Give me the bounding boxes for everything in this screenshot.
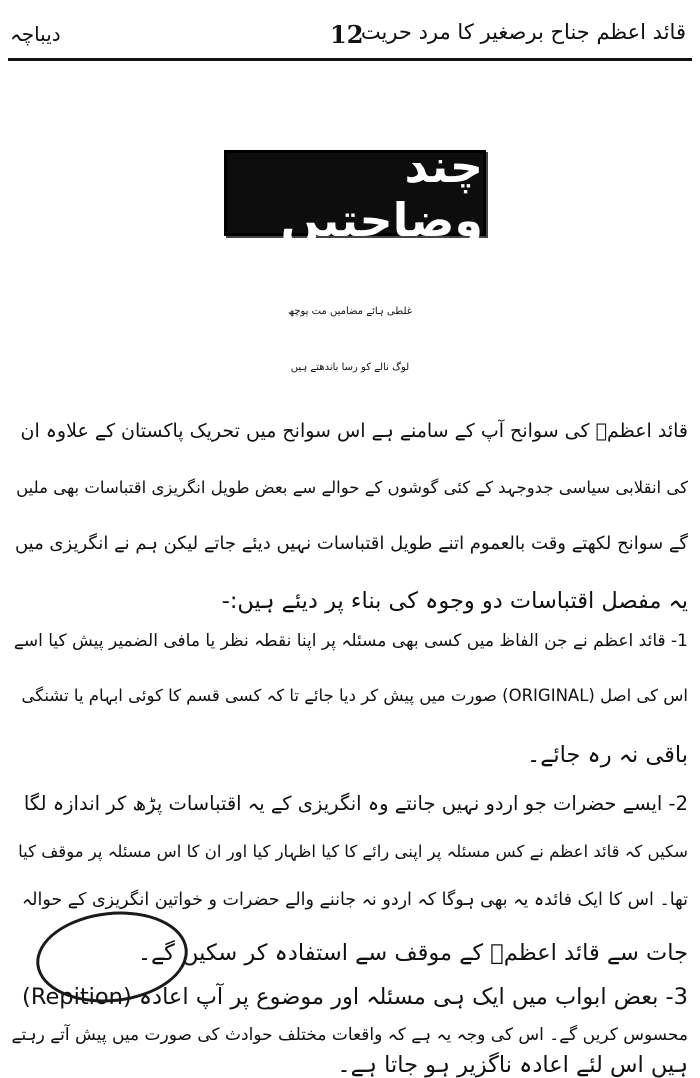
paragraph-line: جات سے قائد اعظمؒ کے موقف سے استفادہ کر سکیں گے۔ bbox=[137, 940, 688, 966]
header-section-title: دیباچہ bbox=[10, 22, 61, 46]
paragraph-line: اس کی اصل (ORIGINAL) صورت میں پیش کر دیا جائے تا کہ کسی قسم کا کوئی ابہام یا تشنگی bbox=[21, 686, 688, 705]
paragraph-line: سکیں کہ قائد اعظم نے کس مسئلہ پر اپنی رائے کا کیا اظہار کیا اور ان کا اس مسئلہ پر موقف کیا bbox=[18, 842, 688, 861]
page-header bbox=[0, 0, 700, 68]
paragraph-line: ہیں اس لئے اعادہ ناگزیر ہو جاتا ہے۔ bbox=[337, 1052, 688, 1078]
paragraph-line: کی انقلابی سیاسی جدوجہد کے کئی گوشوں کے حوالے سے بعض طویل انگریزی اقتباسات بھی ملیں bbox=[16, 478, 688, 497]
chapter-title: چند وضاحتیں bbox=[224, 150, 486, 236]
paragraph-line: تھا۔ اس کا ایک فائدہ یہ بھی ہوگا کہ اردو نہ جاننے والے حضرات و خواتین انگریزی کے حوالہ bbox=[21, 890, 688, 910]
paragraph-line: گے سوانح لکھتے وقت بالعموم اتنے طویل اقتباسات نہیں دیئے جاتے لیکن ہم نے انگریزی میں bbox=[14, 533, 688, 554]
paragraph-line: 3- بعض ابواب میں ایک ہی مسئلہ اور موضوع پر آپ اعادہ (Repition) bbox=[22, 984, 688, 1010]
paragraph-line: 2- ایسے حضرات جو اردو نہیں جانتے وہ انگریزی کے یہ اقتباسات پڑھ کر اندازہ لگا bbox=[23, 792, 688, 815]
page-number: 12 bbox=[330, 20, 364, 49]
header-book-title: قائد اعظم جناح برصغیر کا مرد حریت bbox=[360, 20, 686, 44]
paragraph-line: باقی نہ رہ جائے۔ bbox=[527, 742, 688, 768]
couplet-line-2: لوگ نالے کو رسا باندھتے ہیں bbox=[290, 362, 410, 373]
paragraph-line: قائد اعظمؒ کی سوانح آپ کے سامنے ہے اس سوانح میں تحریک پاکستان کے علاوہ ان bbox=[20, 420, 688, 442]
paragraph-line: 1- قائد اعظم نے جن الفاظ میں کسی بھی مسئلہ پر اپنا نقطہ نظر یا مافی الضمیر پیش کیا اسے bbox=[13, 631, 688, 651]
couplet-line-1: غلطی ہائے مضامیں مت پوچھ bbox=[287, 306, 413, 317]
header-divider bbox=[8, 58, 692, 61]
paragraph-line: محسوس کریں گے۔ اس کی وجہ یہ ہے کہ واقعات مختلف حوادث کی صورت میں پیش آتے رہتے bbox=[11, 1025, 688, 1045]
paragraph-line: یہ مفصل اقتباسات دو وجوہ کی بناء پر دیئے ہیں:- bbox=[221, 588, 688, 614]
